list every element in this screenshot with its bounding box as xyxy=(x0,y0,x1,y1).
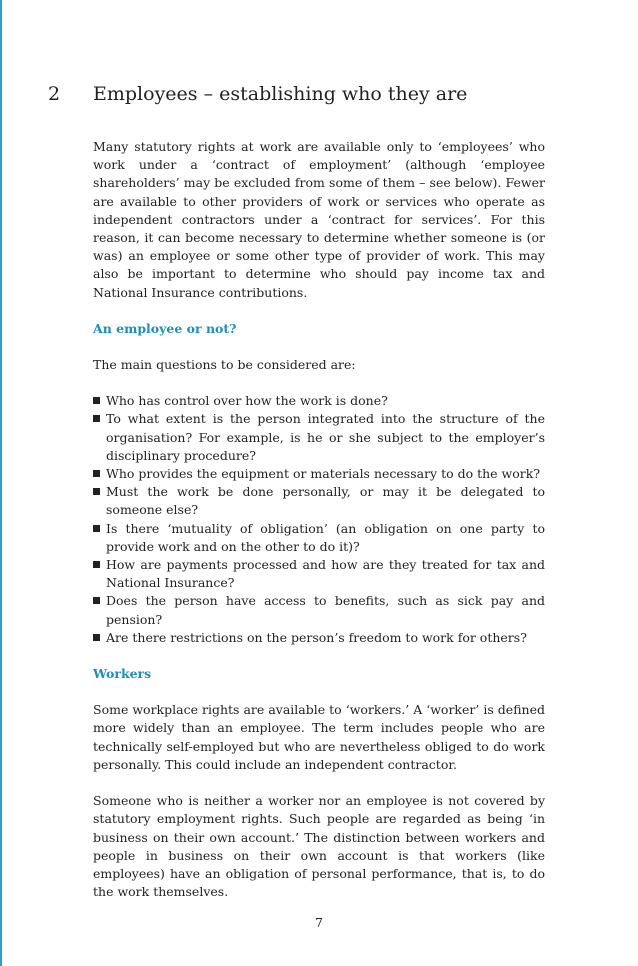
list-item xyxy=(93,410,545,465)
square-bullet-icon xyxy=(93,597,100,604)
workers-paragraph-1: Some workplace rights are available to ‘workers.’ A ‘worker’ is defined more widely than an employee. The term includes people who are technically self-employed but who are nevertheless obliged to do work personally. This could include an independent contractor. xyxy=(93,702,545,772)
list-item xyxy=(93,592,545,628)
square-bullet-icon xyxy=(93,397,100,404)
section-heading-workers: Workers xyxy=(93,666,152,682)
question-text: To what extent is the person integrated into the structure of the organisation? For example, is he or she subject to the employer’s disciplinary procedure? xyxy=(106,411,545,463)
left-margin-rule xyxy=(0,0,2,966)
chapter-number: 2 xyxy=(48,83,61,105)
question-text: Does the person have access to benefits, such as sick pay and pension? xyxy=(106,593,545,627)
square-bullet-icon xyxy=(93,634,100,641)
list-item xyxy=(93,392,545,410)
square-bullet-icon xyxy=(93,415,100,422)
list-item xyxy=(93,483,545,519)
intro-paragraph: Many statutory rights at work are available only to ‘employees’ who work under a ‘contract of employment’ (although ‘employee shareholders’ may be excluded from some of them – see below). Fewer are available to other providers of work or services who operate as independent contractors under a ‘contract for services’. For this reason, it can become necessary to determine whether someone is (or was) an employee or some other type of provider of work. This may also be important to determine who should pay income tax and National Insurance contributions. xyxy=(93,139,545,300)
square-bullet-icon xyxy=(93,525,100,532)
question-text: How are payments processed and how are they treated for tax and National Insurance? xyxy=(106,557,545,591)
question-text: Must the work be done personally, or may it be delegated to someone else? xyxy=(106,484,545,518)
question-text: Who has control over how the work is done? xyxy=(106,393,388,409)
page-body xyxy=(93,138,545,901)
page-number: 7 xyxy=(315,915,323,930)
question-text: Are there restrictions on the person’s freedom to work for others? xyxy=(106,629,527,645)
square-bullet-icon xyxy=(93,561,100,568)
square-bullet-icon xyxy=(93,488,100,495)
question-text: Who provides the equipment or materials necessary to do the work? xyxy=(106,466,541,482)
list-item xyxy=(93,520,545,556)
chapter-title: Employees – establishing who they are xyxy=(93,83,468,105)
list-item xyxy=(93,465,545,483)
question-text: Is there ‘mutuality of obligation’ (an obligation on one party to provide work and on the other to do it)? xyxy=(106,520,545,554)
questions-list xyxy=(93,392,545,647)
workers-paragraph-2: Someone who is neither a worker nor an employee is not covered by statutory employment rights. Such people are regarded as being ‘in business on their own account.’ The distinction between workers and people in business on their own account is that workers (like employees) have an obligation of personal performance, that is, to do the work themselves. xyxy=(93,793,545,900)
section-heading-employee: An employee or not? xyxy=(93,320,237,336)
list-item xyxy=(93,556,545,592)
list-item xyxy=(93,629,545,647)
square-bullet-icon xyxy=(93,470,100,477)
questions-lead: The main questions to be considered are: xyxy=(93,357,356,373)
